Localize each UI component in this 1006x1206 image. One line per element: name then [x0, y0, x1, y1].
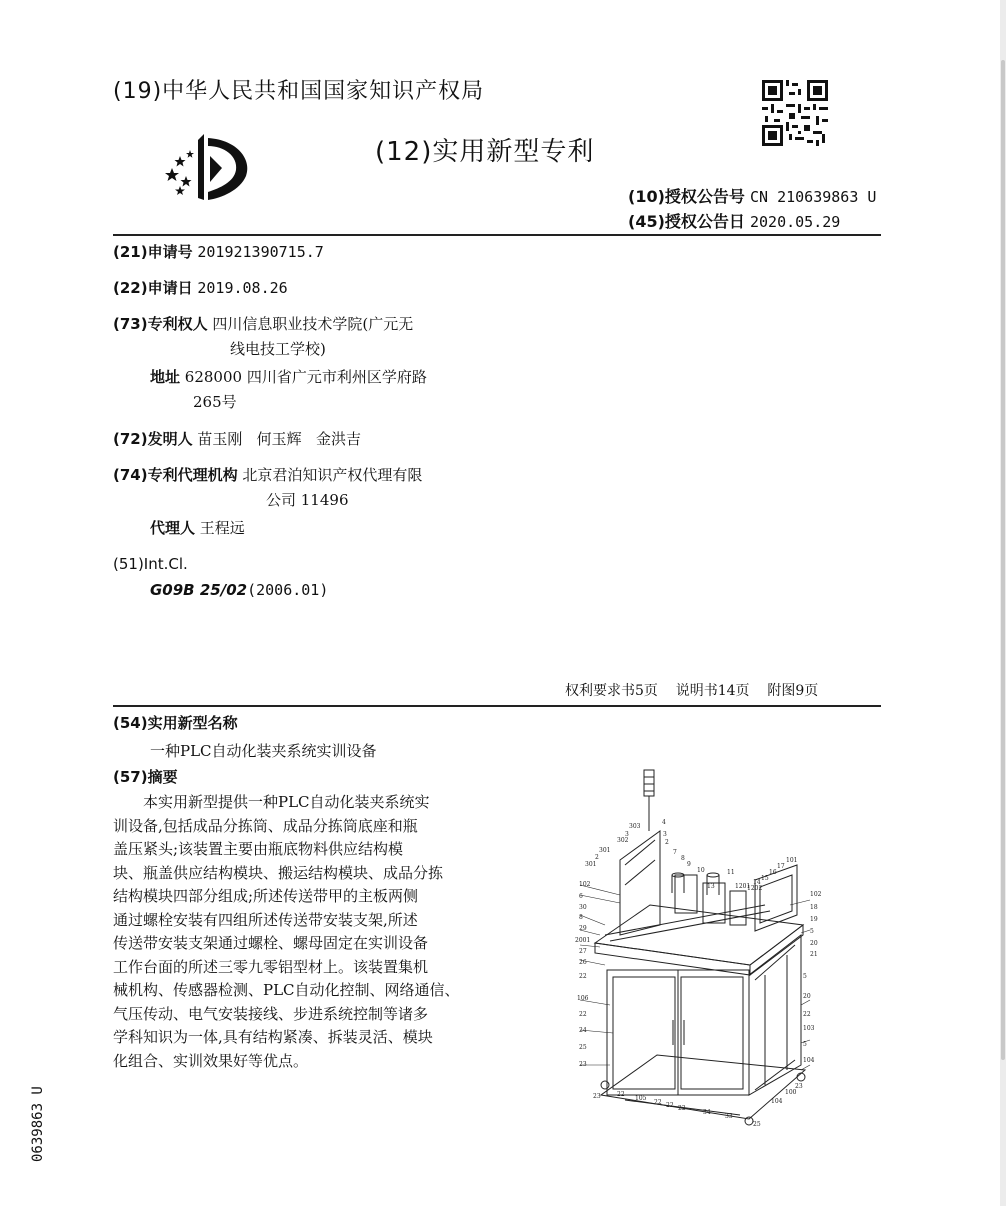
figure-label: 6	[579, 893, 583, 900]
document-type: (12)实用新型专利	[375, 137, 595, 167]
figure-label: 33	[725, 1113, 733, 1120]
figure-label: 25	[753, 1121, 761, 1128]
figure-label: 14	[753, 879, 761, 886]
figure-label: 8	[681, 855, 685, 862]
intcl-code: G09B 25/02	[150, 581, 248, 599]
header-divider	[113, 234, 881, 236]
figure-label: 7	[673, 849, 677, 856]
figure-label: 26	[579, 959, 587, 966]
figure-label: 22	[666, 1102, 674, 1109]
scrollbar-thumb[interactable]	[1001, 60, 1005, 1060]
figure-label: 25	[579, 1044, 587, 1051]
agency-line-2: 公司 11496	[266, 491, 349, 509]
patentee-line-2: 线电技工学校)	[230, 340, 326, 358]
figure-label: 4	[662, 819, 666, 826]
figure-label: 22	[678, 1105, 686, 1112]
scrollbar[interactable]	[1000, 0, 1006, 1206]
biblio-divider	[113, 705, 881, 707]
agent-name: 王程远	[199, 519, 245, 537]
application-date: 2019.08.26	[197, 279, 288, 297]
abstract-line: 块、瓶盖供应结构模块、搬运结构模块、成品分拣	[113, 863, 444, 882]
figure-label: 18	[810, 904, 818, 911]
figure-label: 15	[761, 875, 769, 882]
figure-label: 22	[579, 973, 587, 980]
intcl-label: (51)Int.Cl.	[113, 555, 188, 573]
address-label: 地址	[150, 368, 181, 386]
publication-number: CN 210639863 U	[750, 188, 877, 206]
figure-label: 22	[617, 1091, 625, 1098]
address-line-2: 265号	[193, 393, 237, 411]
figure-label: 3	[625, 831, 629, 838]
figure-label: 301	[599, 847, 611, 854]
figure-label: 106	[577, 995, 589, 1002]
agent-label: 代理人	[150, 519, 196, 537]
figure-label: 9	[687, 861, 691, 868]
abstract-line: 械机构、传感器检测、PLC自动化控制、网络通信、	[113, 981, 460, 999]
figure-label: 22	[803, 1011, 811, 1018]
side-document-number: 0639863 U	[30, 1086, 46, 1162]
figure-label: 20	[803, 993, 811, 1000]
qr-code	[762, 80, 828, 146]
figure-label: 34	[703, 1109, 711, 1116]
abstract-line: 结构模块四部分组成;所述传送带甲的主板两侧	[113, 887, 419, 905]
publication-number-label: (10)授权公告号	[628, 187, 745, 206]
figure-label: 104	[771, 1098, 783, 1105]
agency-label: (74)专利代理机构	[113, 466, 238, 484]
inventor-label: (72)发明人	[113, 430, 193, 448]
figure-label: 301	[585, 861, 597, 868]
figure-label: 302	[617, 837, 629, 844]
title-label: (54)实用新型名称	[113, 714, 238, 732]
figure-label: 23	[593, 1093, 601, 1100]
figure-label: 21	[810, 951, 818, 958]
figure-label: 20	[810, 940, 818, 947]
figure-label: 29	[579, 925, 587, 932]
abstract-line: 传送带安装支架通过螺栓、螺母固定在实训设备	[113, 934, 429, 952]
figure-label: 5	[803, 1041, 807, 1048]
figure-label: 2001	[575, 937, 591, 944]
application-date-label: (22)申请日	[113, 279, 193, 297]
figure-label: 13	[707, 883, 715, 890]
figure-label: 22	[579, 1011, 587, 1018]
publication-date: 2020.05.29	[750, 213, 841, 231]
figure-label: 102	[579, 881, 591, 888]
figure-label: 5	[803, 973, 807, 980]
intcl-version: (2006.01)	[247, 581, 329, 599]
inventor-names: 苗玉刚 何玉辉 金洪吉	[197, 430, 361, 448]
figure-label: 102	[810, 891, 822, 898]
figure-label: 303	[629, 823, 641, 830]
figure-label: 5	[810, 928, 814, 935]
abstract-line: 本实用新型提供一种PLC自动化装夹系统实	[113, 793, 430, 811]
office-name: (19)中华人民共和国国家知识产权局	[113, 79, 485, 104]
page-counts: 权利要求书5页 说明书14页 附图9页	[565, 683, 819, 699]
abstract-line: 通过螺栓安装有四组所述传送带安装支架,所述	[113, 910, 418, 929]
agency-line-1: 北京君泊知识产权代理有限	[242, 466, 423, 484]
cnipa-emblem-icon	[160, 130, 260, 202]
figure-label: 8	[579, 914, 583, 921]
abstract-line: 学科知识为一体,具有结构紧凑、拆装灵活、模块	[113, 1028, 433, 1046]
figure-label: 1202	[747, 885, 763, 892]
address-line-1: 628000 四川省广元市利州区学府路	[184, 368, 427, 386]
figure-label: 19	[810, 916, 818, 923]
figure-label: 17	[777, 863, 785, 870]
figure-label: 23	[795, 1083, 803, 1090]
figure-label: 3	[663, 831, 667, 838]
patentee-label: (73)专利权人	[113, 315, 208, 333]
figure-label: 103	[803, 1025, 815, 1032]
figure-label: 1201	[735, 883, 751, 890]
figure-label: 2	[595, 854, 599, 861]
abstract-line: 盖压紧头;该装置主要由瓶底物料供应结构模	[113, 840, 404, 858]
figure-label: 101	[786, 857, 798, 864]
figure-label: 10	[697, 867, 705, 874]
utility-model-title: 一种PLC自动化装夹系统实训设备	[150, 742, 377, 760]
figure-label: 23	[579, 1061, 587, 1068]
figure-label: 16	[769, 869, 777, 876]
abstract-line: 工作台面的所述三零九零铝型材上。该装置集机	[113, 957, 429, 976]
abstract-line: 训设备,包括成品分拣筒、成品分拣筒底座和瓶	[113, 816, 418, 835]
figure-label: 11	[727, 869, 735, 876]
equipment-drawing	[565, 765, 835, 1135]
application-number: 201921390715.7	[197, 243, 324, 261]
figure-label: 24	[579, 1027, 587, 1034]
abstract-label: (57)摘要	[113, 768, 178, 786]
application-number-label: (21)申请号	[113, 243, 193, 261]
figure-label: 105	[635, 1095, 647, 1102]
figure-label: 22	[654, 1099, 662, 1106]
abstract-line: 化组合、实训效果好等优点。	[113, 1051, 309, 1070]
abstract-text	[113, 791, 485, 1073]
figure-label: 2	[665, 839, 669, 846]
figure-label: 27	[579, 948, 587, 955]
figure-label: 30	[579, 904, 587, 911]
figure-label: 100	[785, 1089, 797, 1096]
patentee-line-1: 四川信息职业技术学院(广元无	[212, 315, 414, 333]
publication-date-label: (45)授权公告日	[628, 212, 745, 231]
abstract-line: 气压传动、电气安装接线、步进系统控制等诸多	[113, 1004, 429, 1023]
figure-label: 104	[803, 1057, 815, 1064]
